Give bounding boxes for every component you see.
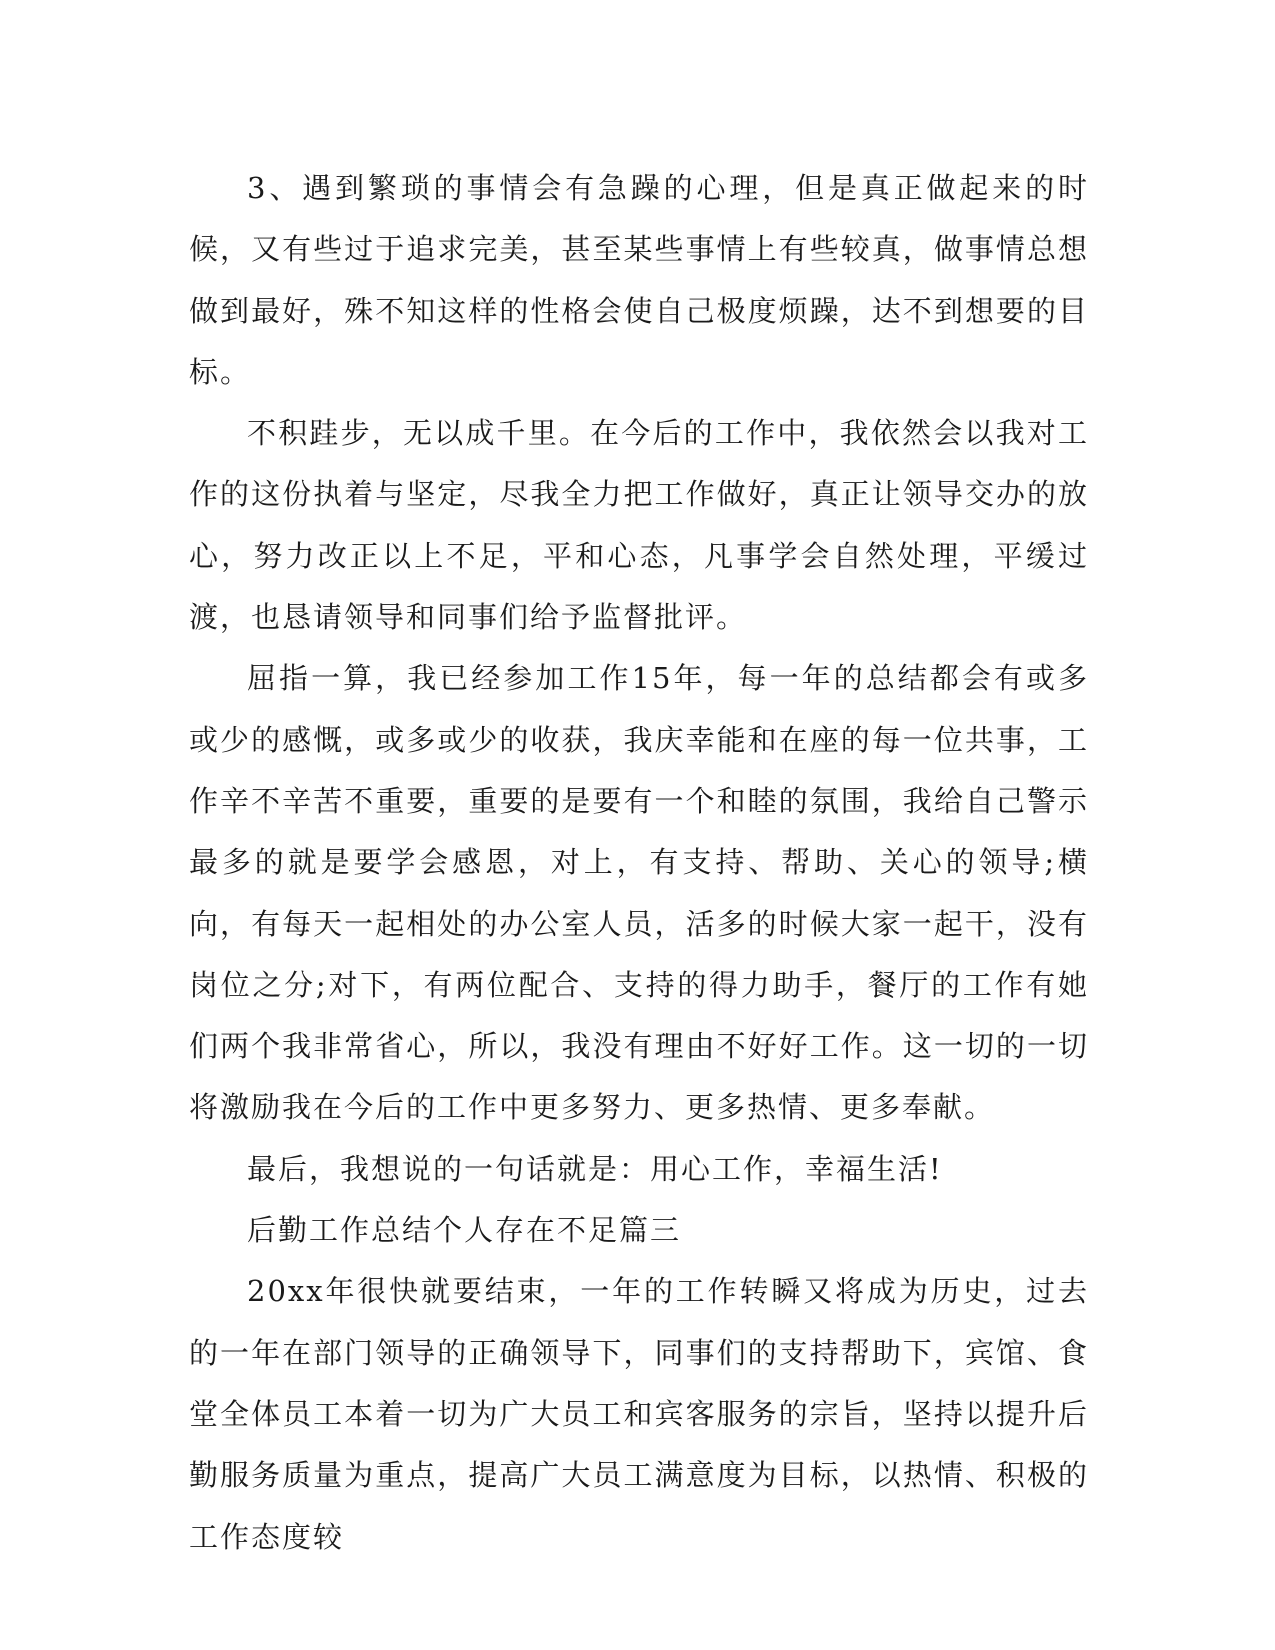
document-body xyxy=(189,158,1089,1568)
paragraph-fifteen-years-reflection: 屈指一算，我已经参加工作15年，每一年的总结都会有或多或少的感慨，或多或少的收获，我庆幸能和在座的每一位共事，工作辛不辛苦不重要，重要的是要有一个和睦的氛围，我给自己警示最多的就是要学会感恩，对上，有支持、帮助、关心的领导;横向，有每天一起相处的办公室人员，活多的时候大家一起干，没有岗位之分;对下，有两位配合、支持的得力助手，餐厅的工作有她们两个我非常省心，所以，我没有理由不好好工作。这一切的一切将激励我在今后的工作中更多努力、更多热情、更多奉献。 xyxy=(189,661,1089,1125)
paragraph-shortcomings-3: 3、遇到繁琐的事情会有急躁的心理，但是真正做起来的时候，又有些过于追求完美，甚至某些事情上有些较真，做事情总想做到最好，殊不知这样的性格会使自己极度烦躁，达不到想要的目标。 xyxy=(189,171,1089,389)
paragraph-future-commitment: 不积跬步，无以成千里。在今后的工作中，我依然会以我对工作的这份执着与坚定，尽我全力把工作做好，真正让领导交办的放心，努力改正以上不足，平和心态，凡事学会自然处理，平缓过渡，也恳请领导和同事们给予监督批评。 xyxy=(189,416,1089,635)
section-heading-part-three: 后勤工作总结个人存在不足篇三 xyxy=(247,1213,682,1248)
paragraph-closing-words: 最后，我想说的一句话就是：用心工作，幸福生活! xyxy=(247,1151,943,1186)
paragraph-year-summary-intro: 20xx年很快就要结束，一年的工作转瞬又将成为历史，过去的一年在部门领导的正确领导下，同事们的支持帮助下，宾馆、食堂全体员工本着一切为广大员工和宾客服务的宗旨，坚持以提升后勤服务质量为重点，提高广大员工满意度为目标，以热情、积极的工作态度较 xyxy=(189,1274,1089,1554)
